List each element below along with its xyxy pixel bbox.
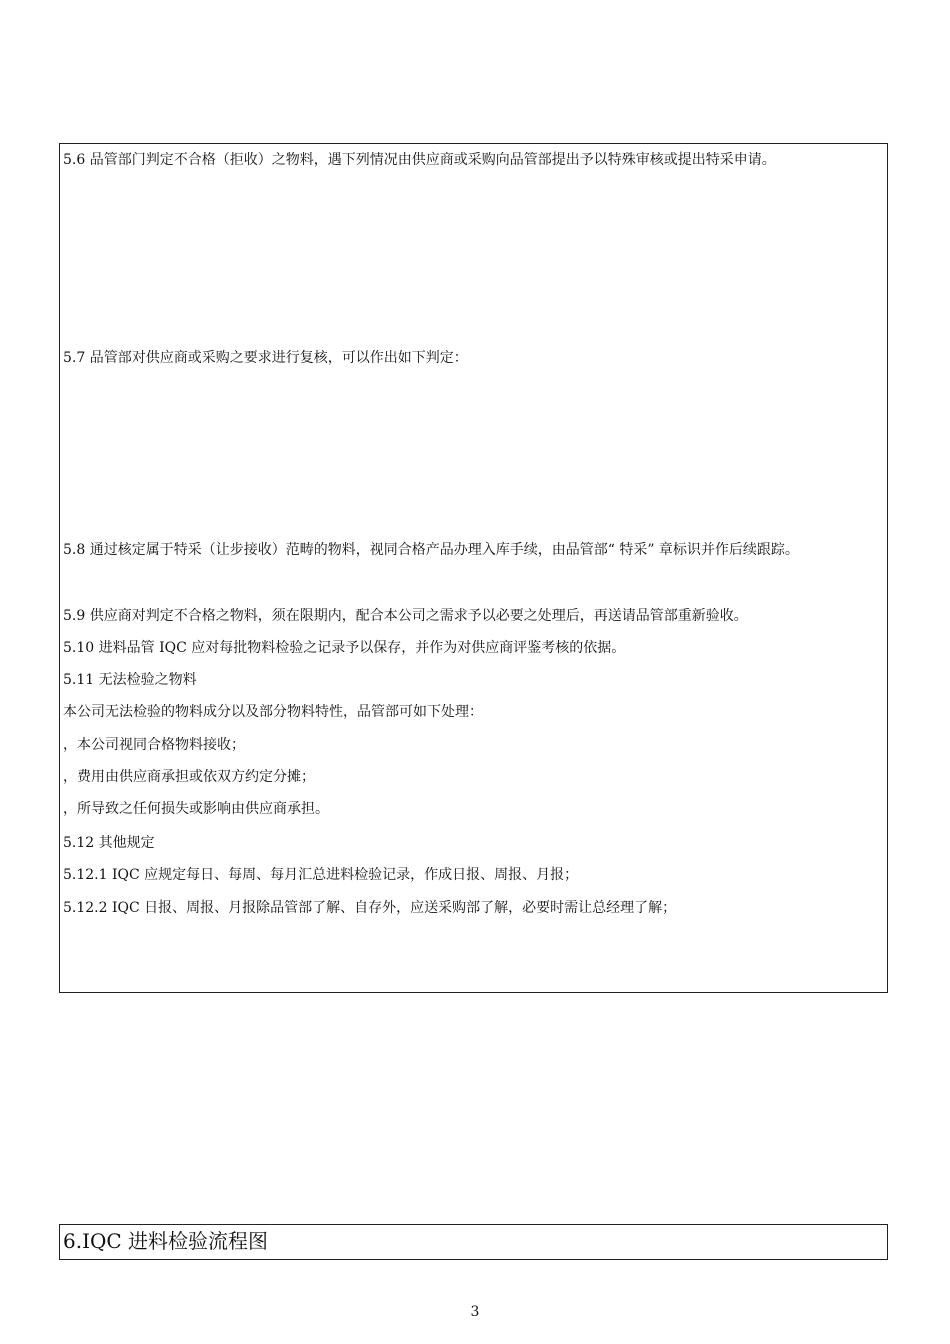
clause-5-11-item: ，本公司视同合格物料接收；	[63, 737, 245, 753]
clause-5-11-intro: 本公司无法检验的物料成分以及部分物料特性，品管部可如下处理：	[63, 704, 483, 720]
clause-5-11-item: ，费用由供应商承担或依双方约定分摊；	[63, 769, 315, 785]
clause-5-7: 5.7 品管部对供应商或采购之要求进行复核，可以作出如下判定：	[63, 350, 468, 366]
clause-5-9: 5.9 供应商对判定不合格之物料，须在限期内，配合本公司之需求予以必要之处理后，再送请品管部重新验收。	[63, 608, 748, 624]
clause-5-12-1: 5.12.1 IQC 应规定每日、每周、每月汇总进料检验记录，作成日报、周报、月报；	[63, 867, 579, 883]
clause-5-11-item: ，所导致之任何损失或影响由供应商承担。	[63, 801, 329, 817]
section-6-title: 6.IQC 进料检验流程图	[63, 1229, 269, 1253]
clause-5-11-title: 5.11 无法检验之物料	[63, 672, 197, 688]
clause-5-10: 5.10 进料品管 IQC 应对每批物料检验之记录予以保存，并作为对供应商评鉴考核的依据。	[63, 640, 626, 656]
clause-5-8: 5.8 通过核定属于特采（让步接收）范畴的物料，视同合格产品办理入库手续，由品管部“ 特采” 章标识并作后续跟踪。	[63, 542, 799, 558]
clause-5-12-title: 5.12 其他规定	[63, 835, 155, 851]
clause-5-12-2: 5.12.2 IQC 日报、周报、月报除品管部了解、自存外，应送采购部了解，必要时需让总经理了解；	[63, 900, 677, 916]
content-box	[59, 143, 888, 993]
clause-5-6: 5.6 品管部门判定不合格（拒收）之物料，遇下列情况由供应商或采购向品管部提出予以特殊审核或提出特采申请。	[63, 152, 776, 168]
page-number: 3	[470, 1304, 480, 1320]
